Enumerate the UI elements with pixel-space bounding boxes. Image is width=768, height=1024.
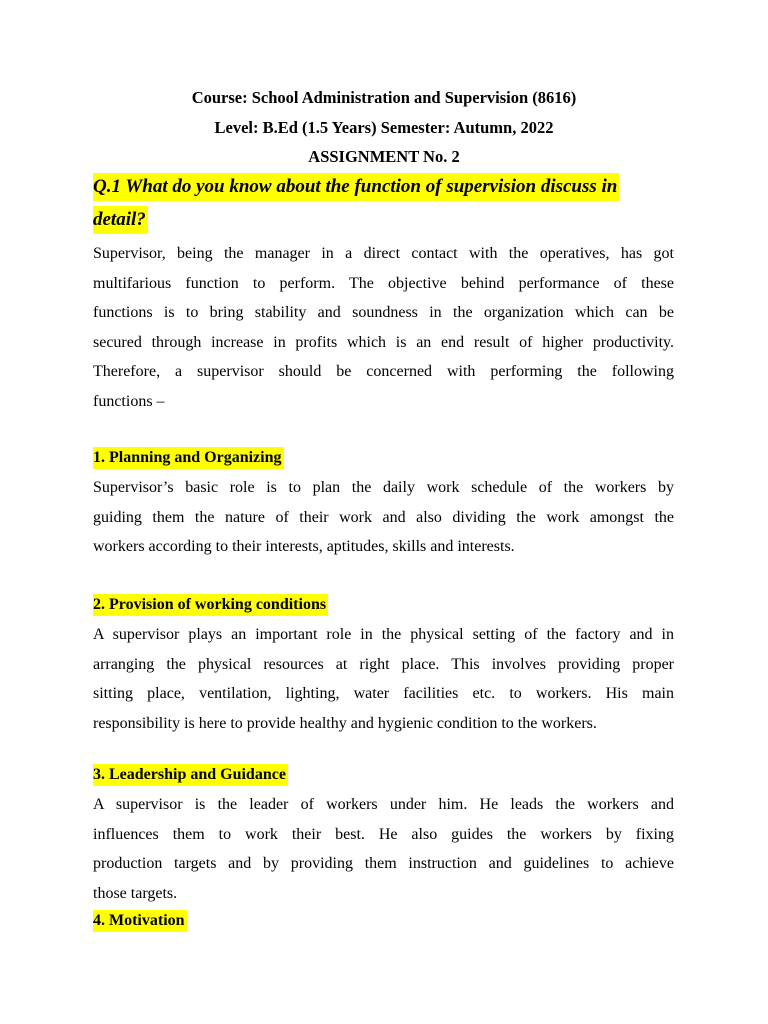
section-heading-planning: 1. Planning and Organizing	[93, 448, 284, 468]
paragraph-line: sitting place, ventilation, lighting, water facilities etc. to workers. His main	[93, 685, 674, 703]
assignment-number: ASSIGNMENT No. 2	[308, 147, 460, 166]
paragraph-line: influences them to work their best. He also guides the workers by fixing	[93, 825, 674, 843]
paragraph-line: functions –	[93, 392, 165, 410]
paragraph-line: guiding them the nature of their work and also dividing the work amongst the	[93, 508, 674, 526]
paragraph-line: Supervisor’s basic role is to plan the daily work schedule of the workers by	[93, 479, 674, 496]
paragraph-line: Supervisor, being the manager in a direct contact with the operatives, has got	[93, 245, 674, 262]
paragraph-line: those targets.	[93, 884, 178, 902]
paragraph-line: production targets and by providing them instruction and guidelines to achieve	[93, 855, 674, 873]
section-heading-leadership: 3. Leadership and Guidance	[93, 765, 288, 785]
section-heading-working-conditions: 2. Provision of working conditions	[93, 595, 328, 615]
paragraph-line: responsibility is here to provide healthy and hygienic condition to the workers.	[93, 714, 597, 732]
paragraph-line: A supervisor plays an important role in the physical setting of the factory and in	[93, 626, 674, 643]
course-title: Course: School Administration and Supervision (8616)	[191, 88, 577, 107]
level-semester-line: Level: B.Ed (1.5 Years) Semester: Autumn, 2022	[214, 118, 554, 137]
paragraph-line: A supervisor is the leader of workers under him. He leads the workers and	[93, 796, 674, 813]
section-heading-motivation: 4. Motivation	[93, 911, 187, 931]
paragraph-line: secured through increase in profits which is an end result of higher productivity.	[93, 333, 674, 351]
paragraph-line: Therefore, a supervisor should be concerned with performing the following	[93, 363, 674, 381]
question-heading-line-2: detail?	[93, 210, 683, 230]
paragraph-line: multifarious function to perform. The objective behind performance of these	[93, 274, 674, 292]
paragraph-line: workers according to their interests, aptitudes, skills and interests.	[93, 538, 515, 556]
section-paragraph-leadership	[93, 790, 674, 908]
paragraph-line: arranging the physical resources at right place. This involves providing proper	[93, 655, 674, 673]
section-paragraph-working-conditions	[93, 620, 674, 738]
intro-paragraph	[93, 239, 674, 417]
paragraph-line: functions is to bring stability and soundness in the organization which can be	[93, 304, 674, 322]
section-paragraph-planning	[93, 473, 674, 562]
question-heading-line-1: Q.1 What do you know about the function of supervision discuss in	[93, 177, 683, 197]
